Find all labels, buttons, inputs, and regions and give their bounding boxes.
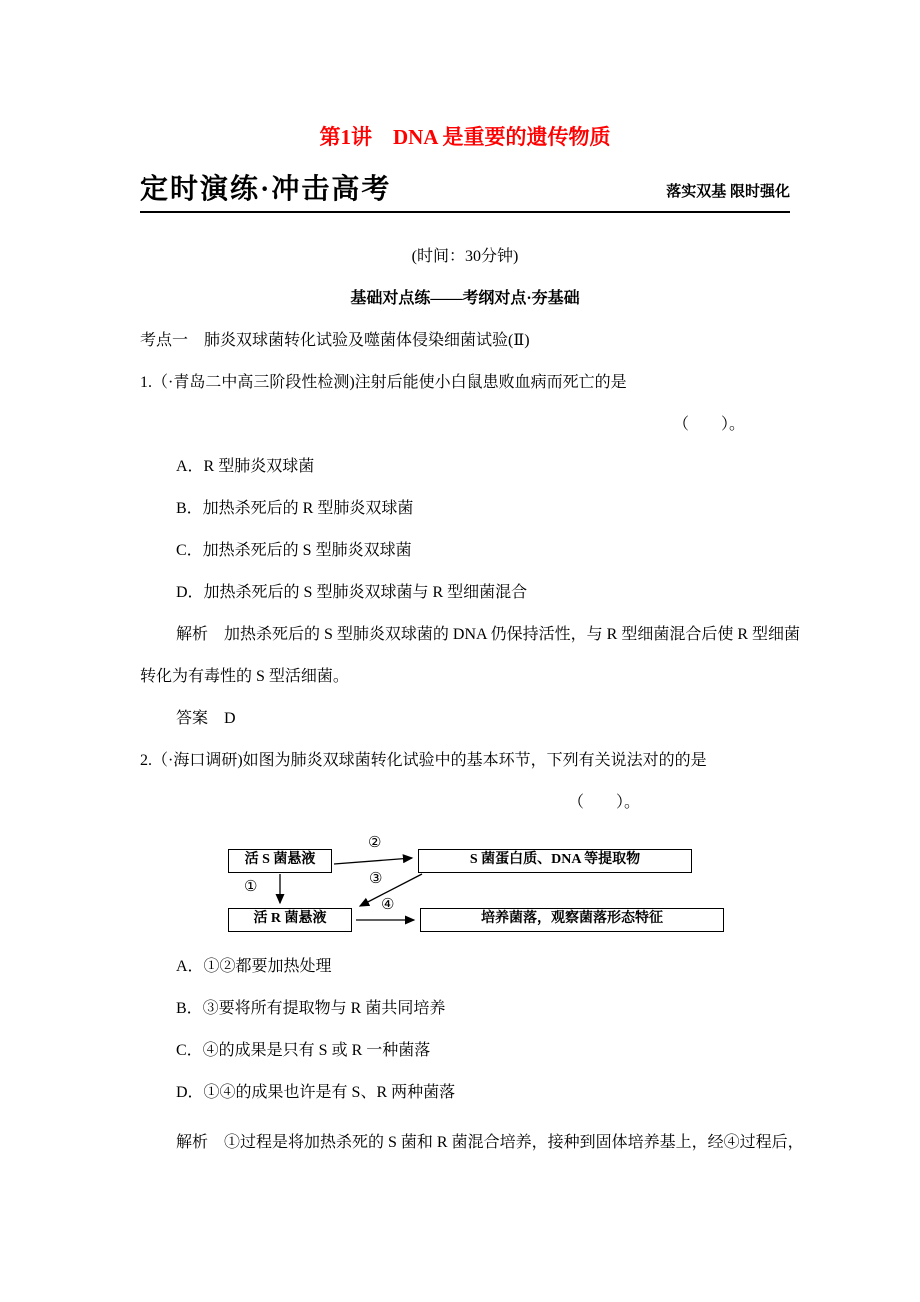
arrow-step2 [334, 858, 412, 864]
diagram-step1-label: ① [244, 879, 258, 895]
time-note: (时间：30分钟) [411, 248, 519, 265]
q1-option-a: A．R 型肺炎双球菌 [176, 458, 315, 475]
q1-answer: 答案 D [176, 710, 236, 727]
q2-option-b: B．③要将所有提取物与 R 菌共同培养 [176, 1000, 446, 1017]
section-header: 基础对点练——考纲对点·夯基础 [350, 290, 580, 307]
diagram-step3-label: ③ [369, 871, 383, 887]
q2-answer-bracket: （ ）。 [567, 794, 640, 811]
topic-header: 考点一 肺炎双球菌转化试验及噬菌体侵染细菌试验(Ⅱ) [140, 332, 530, 349]
q1-answer-bracket: （ ）。 [672, 416, 745, 433]
q1-stem: 1.（·青岛二中高三阶段性检测)注射后能使小白鼠患败血病而死亡的是 [140, 374, 627, 391]
q2-option-c: C．④的成果是只有 S 或 R 一种菌落 [176, 1042, 431, 1059]
q2-diagram [228, 831, 738, 936]
diagram-box-live-s: 活 S 菌悬液 [228, 849, 332, 873]
q1-analysis-line1: 解析 加热杀死后的 S 型肺炎双球菌的 DNA 仍保持活性，与 R 型细菌混合后使 R 型细菌 [176, 626, 801, 643]
banner-subtitle: 落实双基 限时强化 [666, 184, 790, 200]
diagram-box-live-r: 活 R 菌悬液 [228, 908, 352, 932]
q2-analysis-line1: 解析 ①过程是将加热杀死的 S 菌和 R 菌混合培养，接种到固体培养基上，经④过程后， [176, 1134, 804, 1151]
header-banner [140, 175, 790, 213]
q1-option-d: D．加热杀死后的 S 型肺炎双球菌与 R 型细菌混合 [176, 584, 528, 601]
q2-option-d: D．①④的成果也许是有 S、R 两种菌落 [176, 1084, 456, 1101]
q1-analysis-line2: 转化为有毒性的 S 型活细菌。 [140, 668, 349, 685]
diagram-step4-label: ④ [381, 897, 395, 913]
document-body [140, 236, 804, 1164]
diagram-box-extract: S 菌蛋白质、DNA 等提取物 [418, 849, 692, 873]
q1-option-c: C．加热杀死后的 S 型肺炎双球菌 [176, 542, 412, 559]
page-title: 第1讲 DNA 是重要的遗传物质 [319, 125, 611, 149]
q2-option-a: A．①②都要加热处理 [176, 958, 332, 975]
q1-option-b: B．加热杀死后的 R 型肺炎双球菌 [176, 500, 414, 517]
banner-title: 定时演练·冲击高考 [140, 174, 392, 205]
diagram-step2-label: ② [368, 835, 382, 851]
diagram-box-culture: 培养菌落，观察菌落形态特征 [420, 908, 724, 932]
q2-stem: 2.（·海口调研)如图为肺炎双球菌转化试验中的基本环节，下列有关说法对的的是 [140, 752, 707, 769]
